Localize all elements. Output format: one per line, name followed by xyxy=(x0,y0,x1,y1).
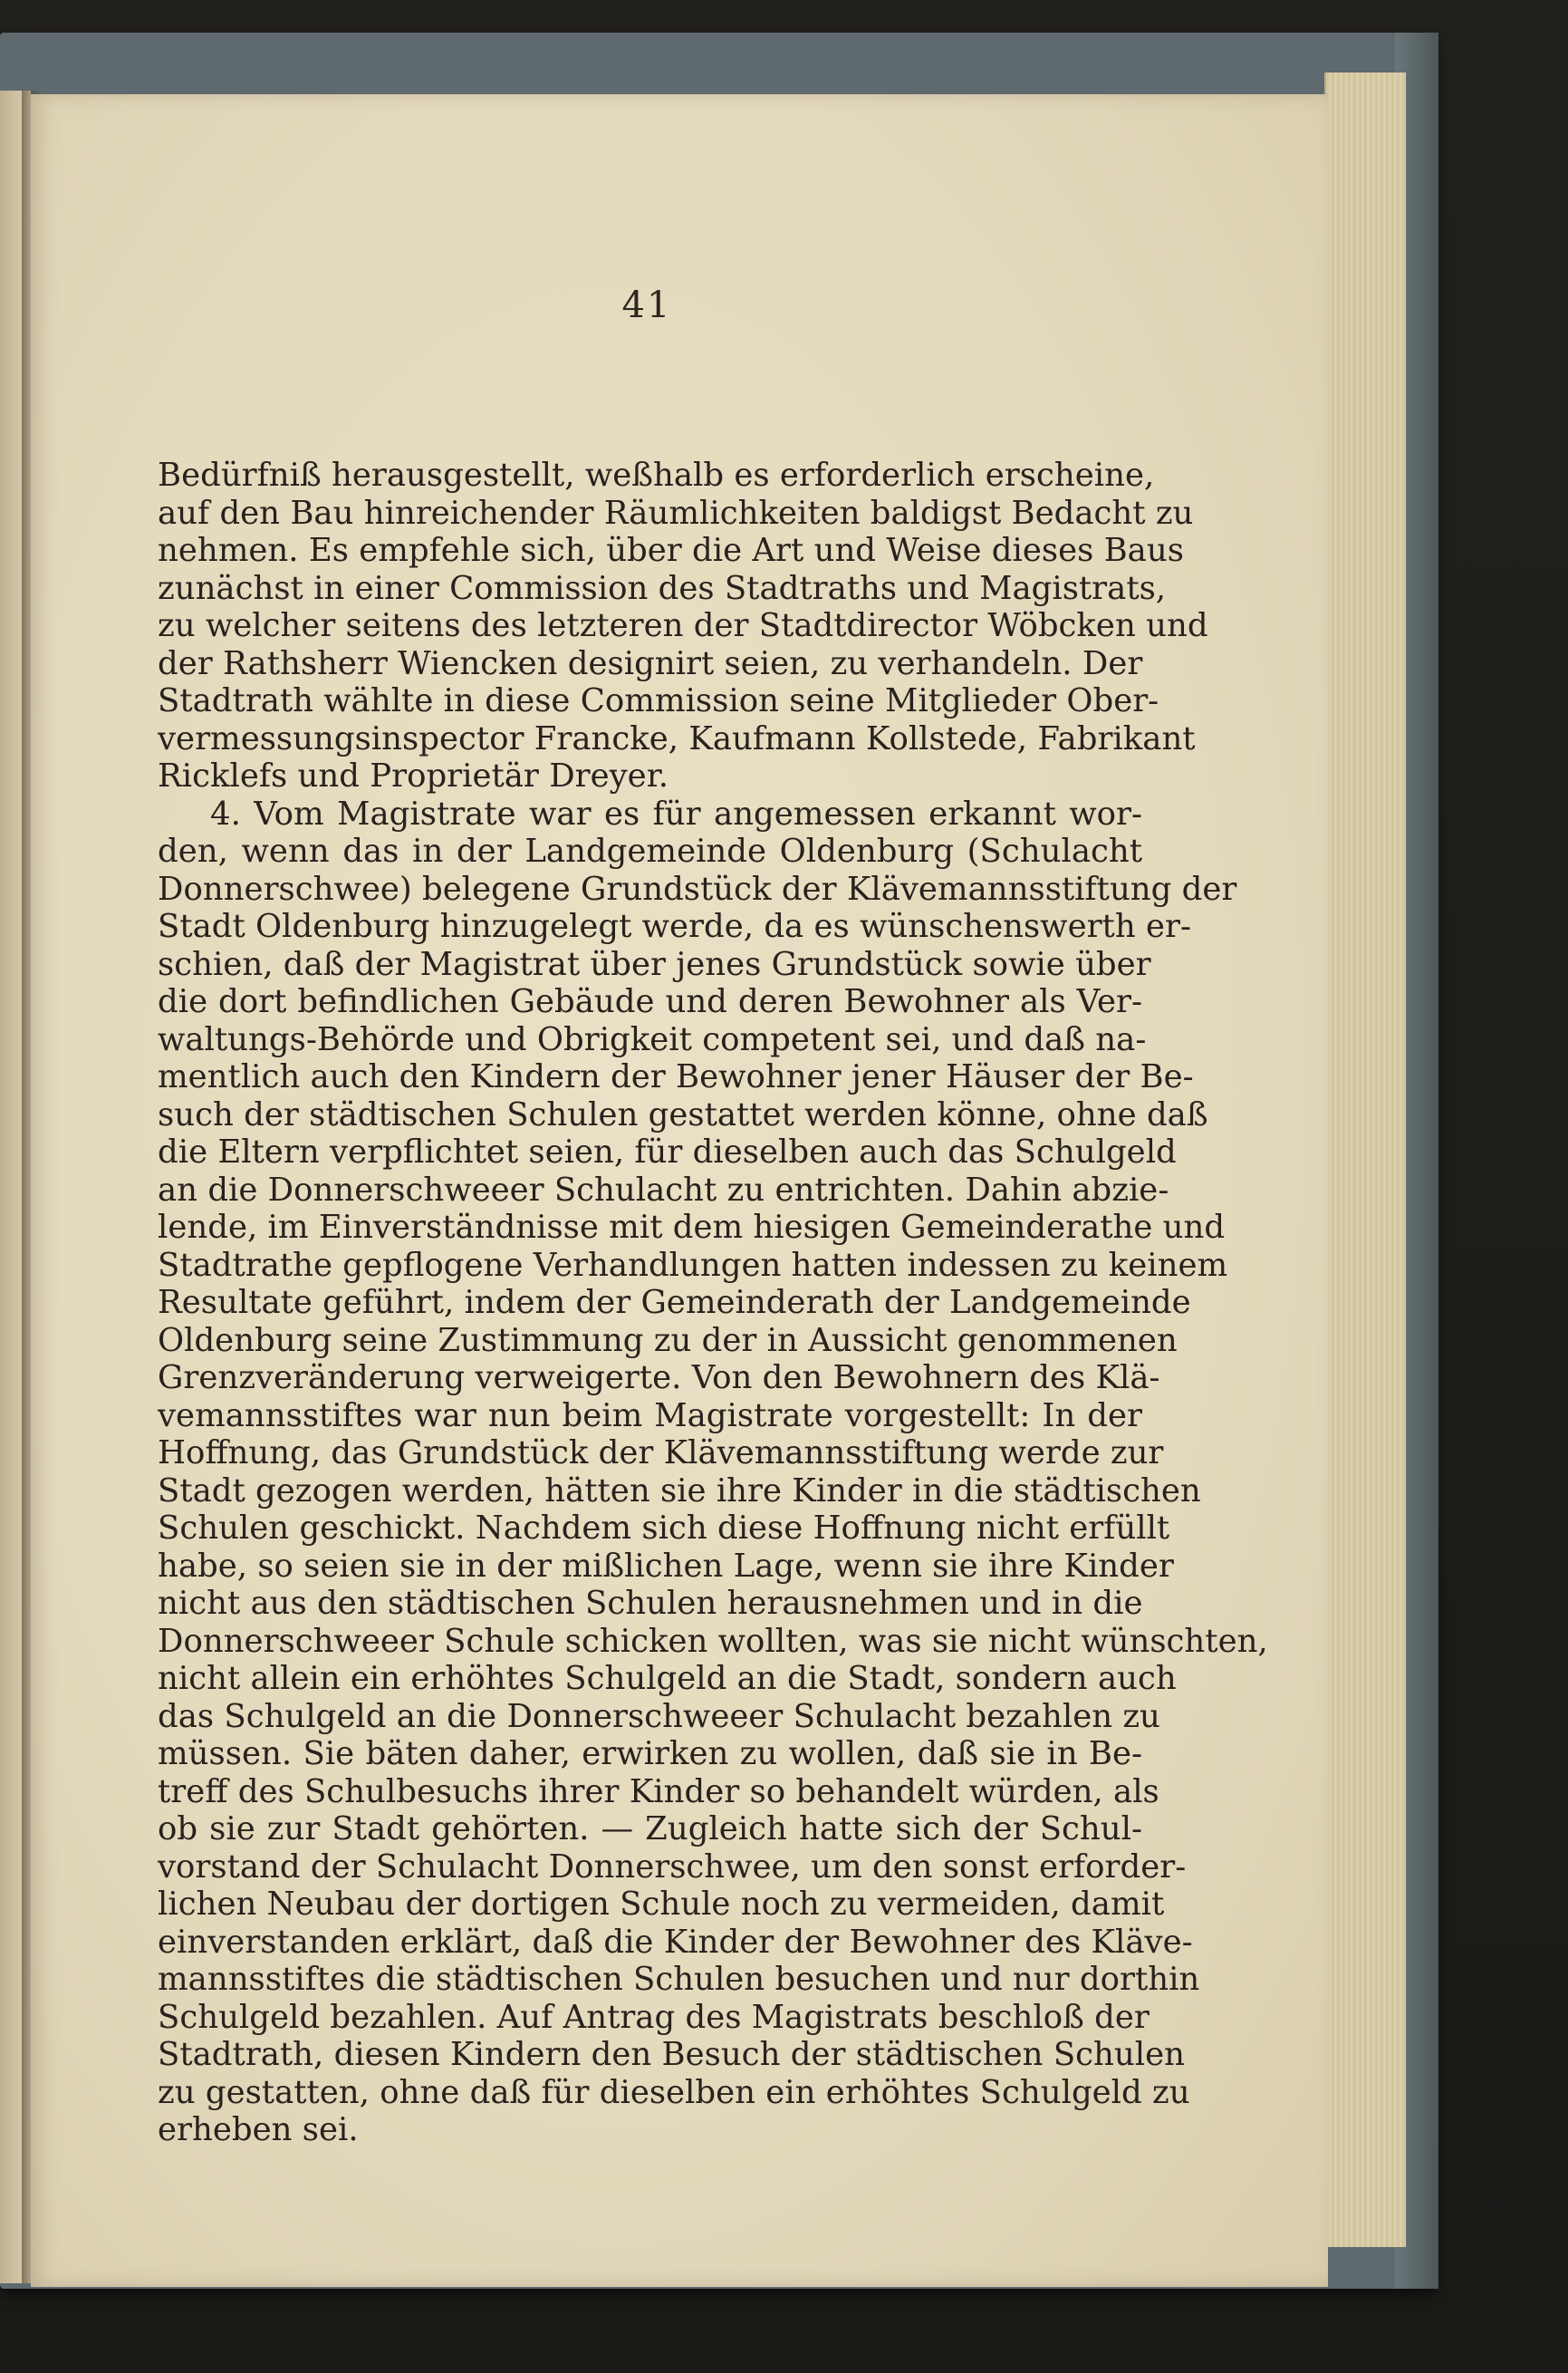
text-line: den, wenn das in der Landgemeinde Oldenburg (Schulacht xyxy=(158,833,1142,870)
text-line: Donnerschwee) belegene Grundstück der Klävemannsstiftung der xyxy=(158,870,1237,908)
text-line: Resultate geführt, indem der Gemeinderath der Landgemeinde xyxy=(158,1284,1191,1321)
text-line: nicht aus den städtischen Schulen herausnehmen und in die xyxy=(158,1585,1143,1622)
text-line: vermessungsinspector Francke, Kaufmann Kollstede, Fabrikant xyxy=(158,719,1196,757)
text-line: habe, so seien sie in der mißlichen Lage, wenn sie ihre Kinder xyxy=(158,1547,1174,1585)
text-line: Stadtrathe gepflogene Verhandlungen hatten indessen zu keinem xyxy=(158,1246,1228,1284)
text-line: Bedürfniß herausgestellt, weßhalb es erforderlich erscheine, xyxy=(158,457,1155,494)
text-line: Stadt Oldenburg hinzugelegt werde, da es wünschenswerth er- xyxy=(158,908,1191,945)
page-number: 41 xyxy=(621,285,672,326)
page-stack-edge xyxy=(1324,72,1406,2247)
text-line: Grenzveränderung verweigerte. Von den Bewohnern des Klä- xyxy=(158,1359,1160,1396)
book-page xyxy=(31,94,1328,2287)
text-line: treff des Schulbesuchs ihrer Kinder so behandelt würden, als xyxy=(158,1772,1159,1810)
text-line: erheben sei. xyxy=(158,2111,359,2148)
text-line: vorstand der Schulacht Donnerschwee, um den sonst erforder- xyxy=(158,1847,1187,1886)
text-line: 4. Vom Magistrate war es für angemessen erkannt wor- xyxy=(210,795,1142,833)
text-line: nicht allein ein erhöhtes Schulgeld an die Stadt, sondern auch xyxy=(158,1660,1177,1697)
text-line: lichen Neubau der dortigen Schule noch zu vermeiden, damit xyxy=(158,1886,1165,1923)
text-line: das Schulgeld an die Donnerschweeer Schulacht bezahlen zu xyxy=(158,1697,1160,1735)
body-text xyxy=(158,457,1268,2149)
text-line: waltungs-Behörde und Obrigkeit competent sei, und daß na- xyxy=(158,1020,1147,1058)
text-line: auf den Bau hinreichender Räumlichkeiten baldigst Bedacht zu xyxy=(158,494,1194,532)
text-line: Schulen geschickt. Nachdem sich diese Hoffnung nicht erfüllt xyxy=(158,1510,1170,1547)
text-line: mentlich auch den Kindern der Bewohner jener Häuser der Be- xyxy=(158,1058,1194,1095)
text-line: schien, daß der Magistrat über jenes Grundstück sowie über xyxy=(158,945,1151,983)
text-line: Donnerschweeer Schule schicken wollten, was sie nicht wünschten, xyxy=(158,1622,1268,1660)
text-line: Stadtrath wählte in diese Commission seine Mitglieder Ober- xyxy=(158,682,1159,719)
text-line: vemannsstiftes war nun beim Magistrate vorgestellt: In der xyxy=(158,1396,1142,1434)
text-line: zu gestatten, ohne daß für dieselben ein erhöhtes Schulgeld zu xyxy=(158,2073,1190,2111)
text-line: zunächst in einer Commission des Stadtraths und Magistrats, xyxy=(158,569,1167,607)
text-line: zu welcher seitens des letzteren der Stadtdirector Wöbcken und xyxy=(158,607,1208,644)
text-line: mannsstiftes die städtischen Schulen besuchen und nur dorthin xyxy=(158,1961,1200,1998)
text-line: Stadtrath, diesen Kindern den Besuch der städtischen Schulen xyxy=(158,2036,1185,2073)
text-line: nehmen. Es empfehle sich, über die Art und Weise dieses Baus xyxy=(158,532,1184,569)
text-line: Ricklefs und Proprietär Dreyer. xyxy=(158,757,669,795)
text-line: der Rathsherr Wiencken designirt seien, zu verhandeln. Der xyxy=(158,644,1143,682)
text-line: an die Donnerschweeer Schulacht zu entrichten. Dahin abzie- xyxy=(158,1171,1169,1209)
text-line: müssen. Sie bäten daher, erwirken zu wollen, daß sie in Be- xyxy=(158,1735,1142,1772)
text-line: die Eltern verpflichtet seien, für dieselben auch das Schulgeld xyxy=(158,1133,1177,1171)
text-line: die dort befindlichen Gebäude und deren Bewohner als Ver- xyxy=(158,983,1142,1020)
text-line: ob sie zur Stadt gehörten. — Zugleich hatte sich der Schul- xyxy=(158,1810,1142,1847)
text-line: Hoffnung, das Grundstück der Klävemannsstiftung werde zur xyxy=(158,1434,1164,1471)
text-line: Stadt gezogen werden, hätten sie ihre Kinder in die städtischen xyxy=(158,1471,1201,1510)
text-line: lende, im Einverständnisse mit dem hiesigen Gemeinderathe und xyxy=(158,1209,1226,1246)
text-line: Oldenburg seine Zustimmung zu der in Aussicht genommenen xyxy=(158,1321,1178,1359)
text-line: Schulgeld bezahlen. Auf Antrag des Magistrats beschloß der xyxy=(158,1998,1150,2036)
text-line: such der städtischen Schulen gestattet werden könne, ohne daß xyxy=(158,1095,1208,1133)
text-line: einverstanden erklärt, daß die Kinder der Bewohner des Kläve- xyxy=(158,1923,1193,1961)
